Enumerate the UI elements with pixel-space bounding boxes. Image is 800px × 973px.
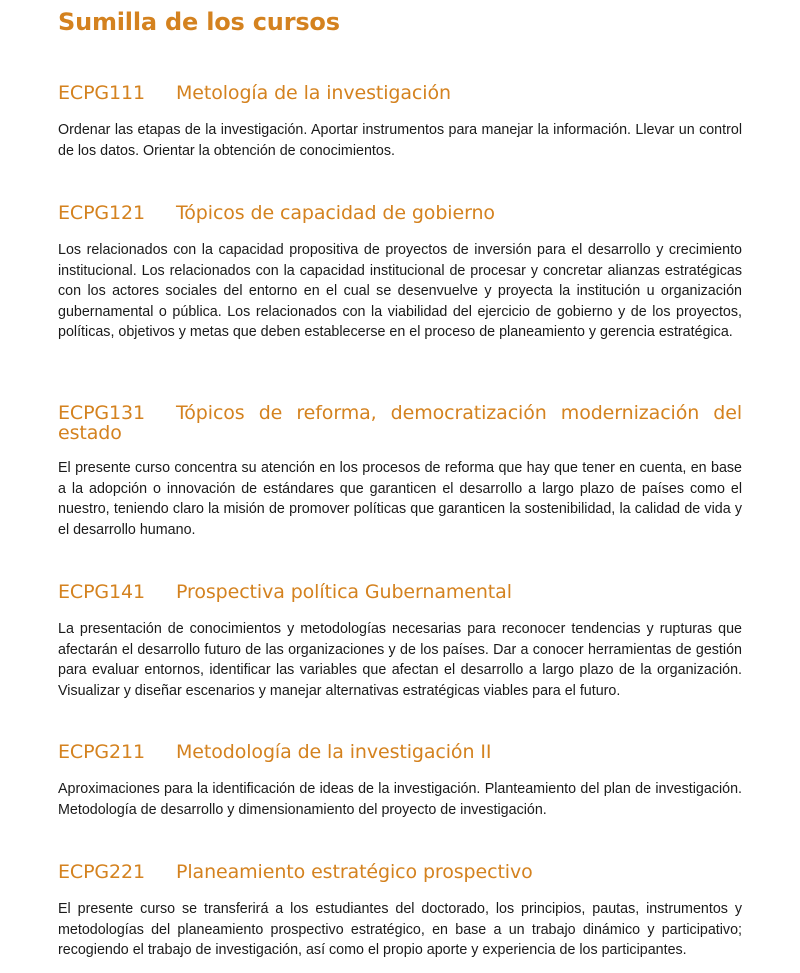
course-code: ECPG221	[58, 861, 146, 883]
course-description: Ordenar las etapas de la investigación. Aportar instrumentos para manejar la información. Llevar un control de los datos. Orientar la obtención de conocimientos.	[58, 122, 742, 159]
course-heading	[58, 582, 742, 602]
course-description: Los relacionados con la capacidad propositiva de proyectos de inversión para el desarrollo y crecimiento institucional. Los relacionados con la capacidad institucional de procesar y concretar alianzas estratégicas con los actores sociales del entorno en el cual se desenvuelve y proyecta la institución u organización gubernamental o pública. Los relacionados con la viabilidad del ejercicio de gobierno y de los proyectos, políticas, objetivos y metas que deben establecerse en el proceso de planeamiento y gerencia estratégica.	[58, 242, 742, 340]
course-name: Tópicos de capacidad de gobierno	[176, 202, 495, 224]
course-name: Planeamiento estratégico prospectivo	[176, 861, 533, 883]
course-heading	[58, 742, 742, 762]
course-code: ECPG211	[58, 741, 146, 763]
course-name: Prospectiva política Gubernamental	[176, 581, 512, 603]
course-code: ECPG111	[58, 82, 146, 104]
course-name: Metodología de la investigación II	[176, 741, 492, 763]
course-ecpg131	[58, 403, 742, 540]
course-heading	[58, 203, 742, 223]
course-ecpg141	[58, 582, 742, 701]
course-ecpg111	[58, 83, 742, 161]
course-code: ECPG131	[58, 402, 146, 424]
course-code: ECPG121	[58, 202, 146, 224]
course-ecpg221	[58, 862, 742, 961]
course-heading	[58, 83, 742, 103]
course-heading	[58, 403, 742, 443]
course-description: La presentación de conocimientos y metodologías necesarias para reconocer tendencias y rupturas que afectarán el desarrollo futuro de las organizaciones y de los países. Dar a conocer herramientas de gestión para evaluar entornos, identificar las variables que afectan el desarrollo a largo plazo de la organización. Visualizar y diseñar escenarios y manejar alternativas estratégicas viables para el futuro.	[58, 621, 742, 699]
course-name: Metología de la investigación	[176, 82, 451, 104]
course-ecpg211	[58, 742, 742, 820]
course-description: El presente curso se transferirá a los estudiantes del doctorado, los principios, pautas, instrumentos y metodologías del planeamiento prospectivo estratégico, en base a un trabajo dinámico y participativo; recogiendo el trabajo de investigación, así como el propio aporte y experiencia de los participantes.	[58, 901, 742, 958]
course-description: Aproximaciones para la identificación de ideas de la investigación. Planteamiento del plan de investigación. Metodología de desarrollo y dimensionamiento del proyecto de investigación.	[58, 781, 742, 818]
course-description: El presente curso concentra su atención en los procesos de reforma que hay que tener en cuenta, en base a la adopción o innovación de estándares que garanticen el desarrollo a largo plazo de países como el nuestro, teniendo claro la misión de promover políticas que garanticen la sostenibilidad, la calidad de vida y el desarrollo humano.	[58, 460, 742, 538]
course-ecpg121	[58, 203, 742, 343]
course-code: ECPG141	[58, 581, 146, 603]
page-title: Sumilla de los cursos	[58, 8, 340, 36]
course-heading	[58, 862, 742, 882]
course-name: Tópicos de reforma, democratización modernización del estado	[58, 402, 742, 444]
